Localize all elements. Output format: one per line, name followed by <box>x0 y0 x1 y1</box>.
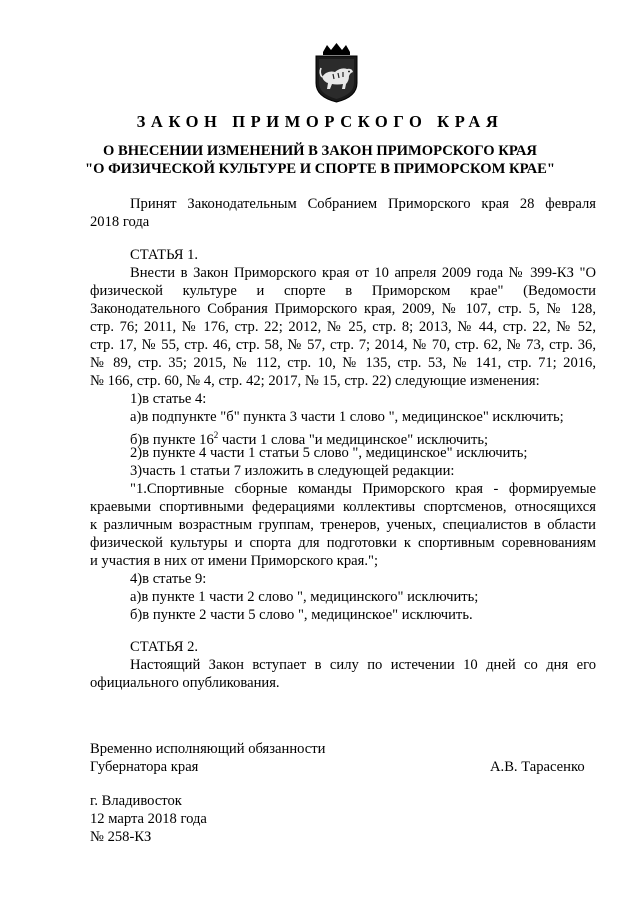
article-2-line-2: официального опубликования. <box>90 675 280 691</box>
signatory-position-line-1: Временно исполняющий обязанности <box>90 741 326 757</box>
article-1-intro-line: № 89, стр. 35; 2015, № 112, стр. 10, № 135, стр. 53, № 141, стр. 71; 2016, <box>90 355 596 371</box>
adoption-line-1: Принят Законодательным Собранием Приморского края 28 февраля <box>130 196 596 212</box>
footer-city: г. Владивосток <box>90 793 182 809</box>
article-1-intro-line: Внести в Закон Приморского края от 10 апреля 2009 года № 399-КЗ "О <box>130 265 596 281</box>
footer-date: 12 марта 2018 года <box>90 811 207 827</box>
article-1-heading: СТАТЬЯ 1. <box>130 247 199 263</box>
quote-line: и участия в них от имени Приморского края."; <box>90 553 379 569</box>
item-1b-post: части 1 слова "и медицинское" исключить; <box>218 432 489 448</box>
quote-line: "1.Спортивные сборные команды Приморского края - формируемые <box>130 481 596 497</box>
article-2-line-1: Настоящий Закон вступает в силу по истечении 10 дней со дня его <box>130 657 596 673</box>
item-2: 2)в пункте 4 части 1 статьи 5 слово ", медицинское" исключить; <box>130 445 528 461</box>
article-2-heading: СТАТЬЯ 2. <box>130 639 199 655</box>
signatory-name: А.В. Тарасенко <box>490 759 585 775</box>
item-3: 3)часть 1 статьи 7 изложить в следующей редакции: <box>130 463 455 479</box>
item-1b-pre: б)в пункте 16 <box>130 432 214 448</box>
adoption-line-2: 2018 года <box>90 214 150 230</box>
subtitle-line-2: "О ФИЗИЧЕСКОЙ КУЛЬТУРЕ И СПОРТЕ В ПРИМОРСКОМ КРАЕ" <box>84 161 556 177</box>
quote-line: физической культуры и спорта для подготовки к спортивным соревнованиям <box>90 535 596 551</box>
footer-law-number: № 258-КЗ <box>90 829 152 845</box>
law-title: ЗАКОН ПРИМОРСКОГО КРАЯ <box>136 112 504 131</box>
article-1-intro-line: Законодательного Собрания Приморского края, 2009, № 107, стр. 5, № 128, <box>90 301 596 317</box>
article-1-intro-line: физической культуре и спорте в Приморском крае" (Ведомости <box>90 283 596 299</box>
item-1b <box>130 426 596 448</box>
signatory-position-line-2: Губернатора края <box>90 759 199 775</box>
subtitle-line-1: О ВНЕСЕНИИ ИЗМЕНЕНИЙ В ЗАКОН ПРИМОРСКОГО КРАЯ <box>103 143 537 159</box>
quote-line: краевыми спортивными федерациями коллективы спортсменов, относящихся <box>90 499 596 515</box>
item-1: 1)в статье 4: <box>130 391 207 407</box>
item-4b: б)в пункте 2 части 5 слово ", медицинское" исключить. <box>130 607 473 623</box>
article-1-intro-line: № 166, стр. 60, № 4, стр. 42; 2017, № 15, стр. 22) следующие изменения: <box>90 373 540 389</box>
coat-of-arms-icon <box>313 43 360 103</box>
item-4: 4)в статье 9: <box>130 571 207 587</box>
item-1b-superscript: 2 <box>213 430 219 440</box>
article-1-intro-line: стр. 17, № 55, стр. 46, стр. 58, № 57, стр. 7; 2014, № 70, стр. 62, № 73, стр. 36, <box>90 337 596 353</box>
quote-line: к различным возрастным группам, тренеров, ученых, специалистов в области <box>90 517 596 533</box>
article-1-intro-line: стр. 76; 2011, № 176, стр. 22; 2012, № 25, стр. 8; 2013, № 44, стр. 22, № 52, <box>90 319 596 335</box>
item-1a: а)в подпункте "б" пункта 3 части 1 слово ", медицинское" исключить; <box>130 409 564 425</box>
item-4a: а)в пункте 1 части 2 слово ", медицинского" исключить; <box>130 589 479 605</box>
